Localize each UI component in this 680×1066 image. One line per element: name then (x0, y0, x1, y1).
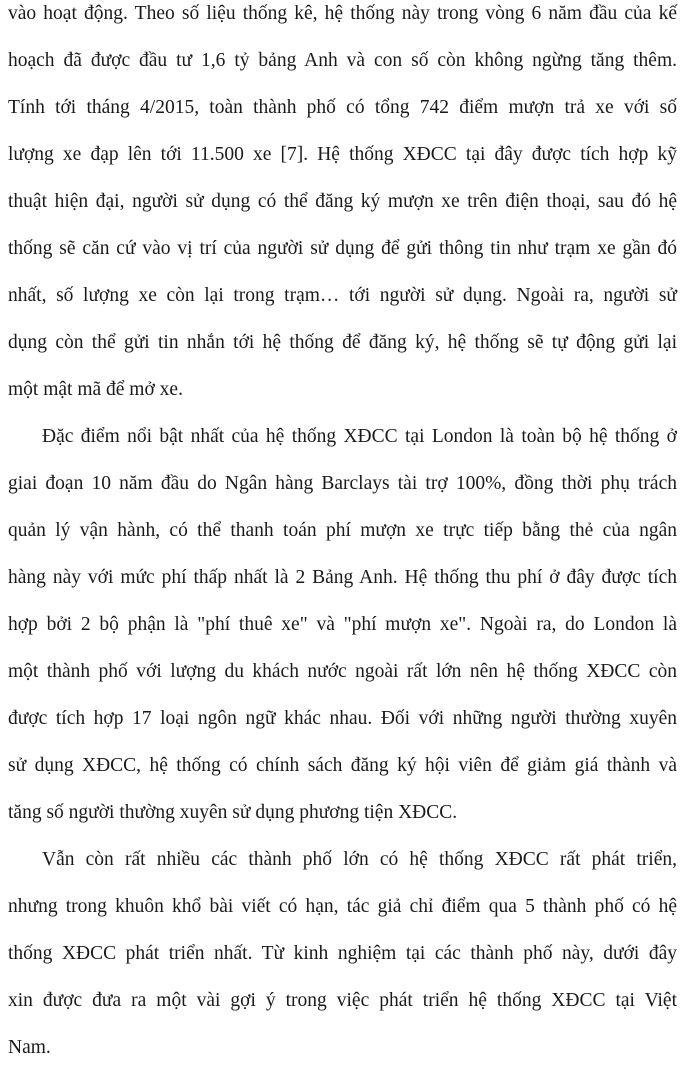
text-line: hoạch đã được đầu tư 1,6 tỷ bảng Anh và con số còn không ngừng tăng thêm. (8, 50, 677, 71)
text-line: nhưng trong khuôn khổ bài viết có hạn, tác giả chỉ điểm qua 5 thành phố có hệ (8, 896, 677, 917)
text-line: hợp bởi 2 bộ phận là "phí thuê xe" và "phí mượn xe". Ngoài ra, do London là (8, 614, 677, 635)
text-line: sử dụng XĐCC, hệ thống có chính sách đăng ký hội viên để giảm giá thành và (8, 755, 677, 776)
text-line: giai đoạn 10 năm đầu do Ngân hàng Barclays tài trợ 100%, đồng thời phụ trách (8, 473, 677, 494)
text-line: hàng này với mức phí thấp nhất là 2 Bảng Anh. Hệ thống thu phí ở đây được tích (8, 567, 677, 588)
text-line: quản lý vận hành, có thể thanh toán phí mượn xe trực tiếp bằng thẻ của ngân (8, 520, 677, 541)
text-line: tăng số người thường xuyên sử dụng phương tiện XĐCC. (8, 802, 458, 823)
text-line: vào hoạt động. Theo số liệu thống kê, hệ thống này trong vòng 6 năm đầu của kế (8, 3, 677, 24)
text-line: được tích hợp 17 loại ngôn ngữ khác nhau. Đối với những người thường xuyên (8, 708, 677, 729)
text-line: Vẫn còn rất nhiều các thành phố lớn có hệ thống XĐCC rất phát triển, (42, 849, 677, 870)
text-line: xin được đưa ra một vài gợi ý trong việc phát triển hệ thống XĐCC tại Việt (8, 990, 677, 1011)
text-line: thống XĐCC phát triển nhất. Từ kinh nghiệm tại các thành phố này, dưới đây (8, 943, 677, 964)
text-line: Đặc điểm nổi bật nhất của hệ thống XĐCC tại London là toàn bộ hệ thống ở (42, 426, 677, 447)
text-line: Nam. (8, 1037, 51, 1058)
text-line: lượng xe đạp lên tới 11.500 xe [7]. Hệ thống XĐCC tại đây được tích hợp kỹ (8, 144, 677, 165)
text-line: thống sẽ căn cứ vào vị trí của người sử dụng để gửi thông tin như trạm xe gần đó (8, 238, 677, 259)
text-line: dụng còn thể gửi tin nhắn tới hệ thống để đăng ký, hệ thống sẽ tự động gửi lại (8, 332, 677, 353)
text-line: thuật hiện đại, người sử dụng có thể đăng ký mượn xe trên điện thoại, sau đó hệ (8, 191, 677, 212)
text-line: nhất, số lượng xe còn lại trong trạm… tới người sử dụng. Ngoài ra, người sử (8, 285, 677, 306)
text-line: một thành phố với lượng du khách nước ngoài rất lớn nên hệ thống XĐCC còn (8, 661, 677, 682)
text-line: Tính tới tháng 4/2015, toàn thành phố có tổng 742 điểm mượn trả xe với số (8, 97, 677, 118)
text-line: một mật mã để mở xe. (8, 379, 183, 400)
